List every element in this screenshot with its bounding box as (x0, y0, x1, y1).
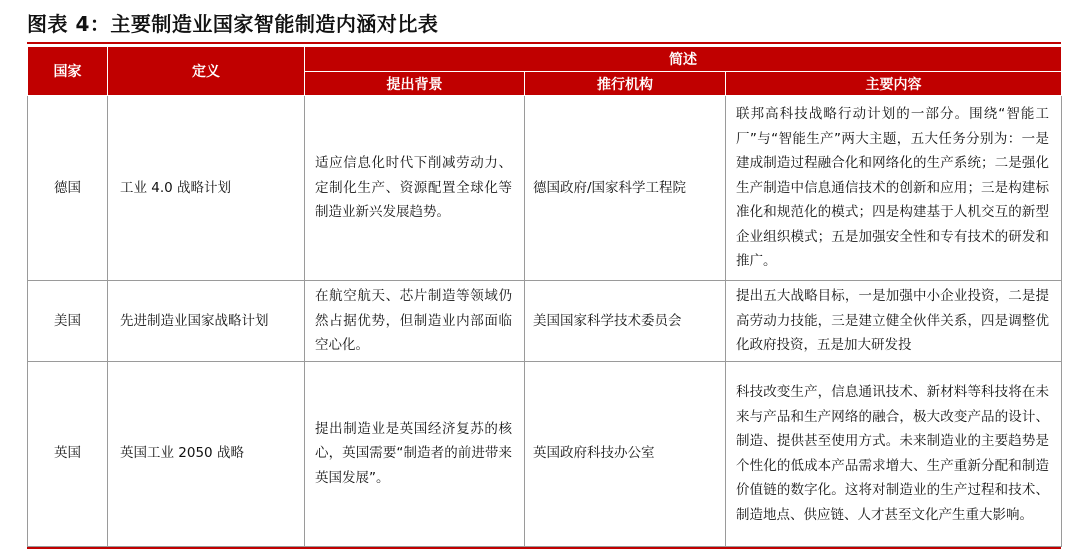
header-country: 国家 (28, 47, 108, 96)
header-summary: 简述 (305, 47, 1062, 72)
definition-cell: 先进制造业国家战略计划 (108, 281, 305, 362)
background-cell: 在航空航天、芯片制造等领域仍然占据优势，但制造业内部面临空心化。 (305, 281, 525, 362)
table-row (28, 281, 1062, 362)
table-row (28, 96, 1062, 281)
country-cell: 德国 (28, 96, 108, 281)
comparison-table (27, 46, 1062, 547)
table-bottom-divider (27, 547, 1061, 549)
content-cell: 提出五大战略目标，一是加强中小企业投资，二是提高劳动力技能，三是建立健全伙伴关系，四是调整优化政府投资，五是加大研发投 (726, 281, 1062, 362)
country-cell: 英国 (28, 361, 108, 546)
background-cell: 提出制造业是英国经济复苏的核心，英国需要“制造者的前进带来英国发展”。 (305, 361, 525, 546)
header-definition: 定义 (108, 47, 305, 96)
table-row (28, 361, 1062, 546)
organization-cell: 德国政府/国家科学工程院 (525, 96, 726, 281)
definition-cell: 工业 4.0 战略计划 (108, 96, 305, 281)
caption-divider (27, 42, 1061, 44)
definition-cell: 英国工业 2050 战略 (108, 361, 305, 546)
header-organization: 推行机构 (525, 72, 726, 96)
content-cell: 联邦高科技战略行动计划的一部分。围绕“智能工厂”与“智能生产”两大主题，五大任务分别为：一是建成制造过程融合化和网络化的生产系统；二是强化生产制造中信息通信技术的创新和应用；三是构建标准化和规范化的模式；四是构建基于人机交互的新型企业组织模式；五是加强安全性和专有技术的研发和推广。 (726, 96, 1062, 281)
header-content: 主要内容 (726, 72, 1062, 96)
header-background: 提出背景 (305, 72, 525, 96)
content-cell: 科技改变生产，信息通讯技术、新材料等科技将在未来与产品和生产网络的融合，极大改变产品的设计、制造、提供甚至使用方式。未来制造业的主要趋势是个性化的低成本产品需求增大、生产重新分配和制造价值链的数字化。这将对制造业的生产过程和技术、制造地点、供应链、人才甚至文化产生重大影响。 (726, 361, 1062, 546)
background-cell: 适应信息化时代下削减劳动力、定制化生产、资源配置全球化等制造业新兴发展趋势。 (305, 96, 525, 281)
country-cell: 美国 (28, 281, 108, 362)
organization-cell: 英国政府科技办公室 (525, 361, 726, 546)
organization-cell: 美国国家科学技术委员会 (525, 281, 726, 362)
table-caption: 图表 4：主要制造业国家智能制造内涵对比表 (27, 12, 439, 36)
